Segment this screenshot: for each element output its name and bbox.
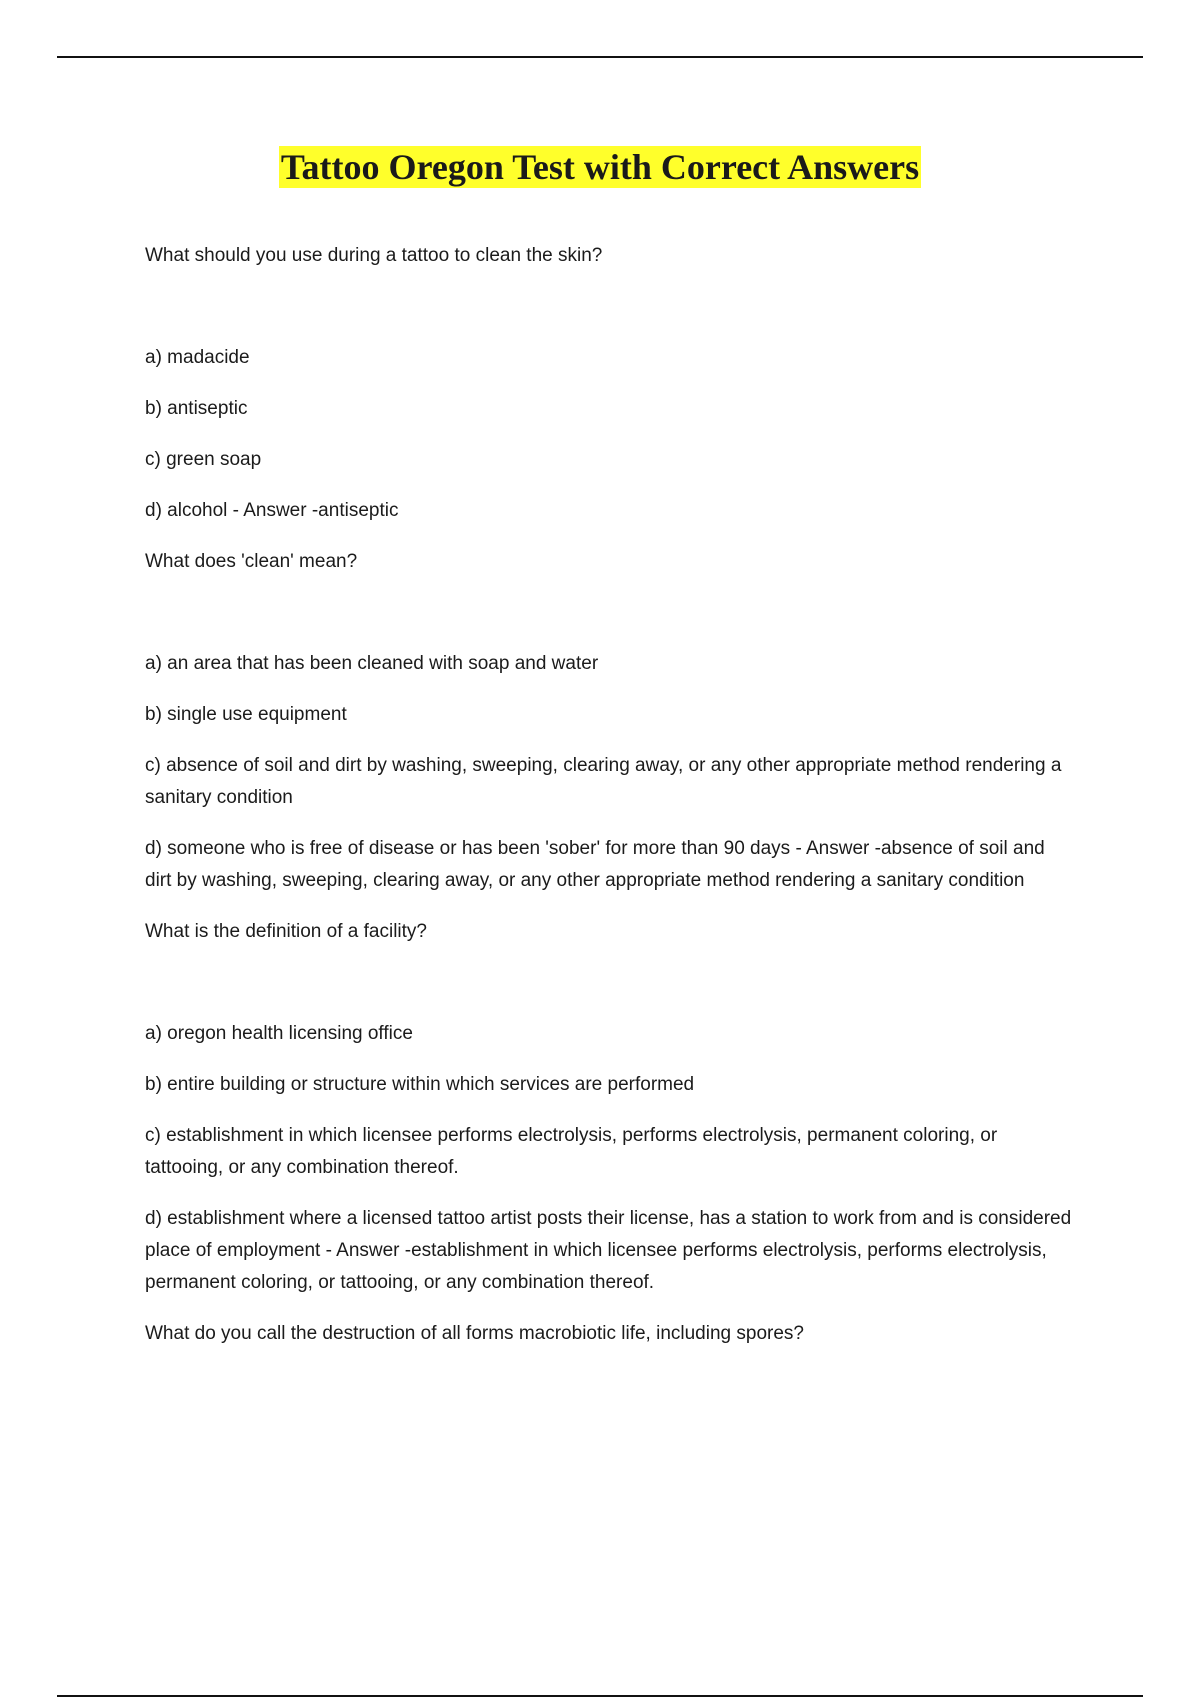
q1-option-b: b) antiseptic (145, 398, 248, 419)
q2-option-b: b) single use equipment (145, 704, 347, 725)
q1-option-a: a) madacide (145, 347, 250, 368)
question-1: What should you use during a tattoo to clean the skin? (145, 245, 603, 266)
question-2: What does 'clean' mean? (145, 551, 358, 572)
document-title: Tattoo Oregon Test with Correct Answers (280, 147, 920, 187)
bottom-rule (57, 1695, 1143, 1697)
q1-option-c: c) green soap (145, 449, 262, 470)
q2-option-c: c) absence of soil and dirt by washing, sweeping, clearing away, or any other appropriate method rendering a sanitary condition (145, 755, 1062, 808)
q3-option-b: b) entire building or structure within which services are performed (145, 1074, 695, 1095)
top-rule (57, 56, 1143, 58)
q3-option-c: c) establishment in which licensee performs electrolysis, performs electrolysis, permanent coloring, or tattooing, or any combination thereof. (145, 1125, 998, 1178)
question-3: What is the definition of a facility? (145, 921, 427, 942)
title-container (0, 146, 1200, 188)
question-4: What do you call the destruction of all forms macrobiotic life, including spores? (145, 1323, 804, 1344)
q2-option-d-answer: d) someone who is free of disease or has been 'sober' for more than 90 days - Answer -absence of soil and dirt by washing, sweeping, clearing away, or any other appropriate method rendering a sanitary condition (145, 838, 1045, 891)
q3-option-d-answer: d) establishment where a licensed tattoo artist posts their license, has a station to work from and is considered place of employment - Answer -establishment in which licensee performs electrolysis, performs electrolysis, permanent coloring, or tattooing, or any combination thereof. (145, 1208, 1072, 1293)
q3-option-a: a) oregon health licensing office (145, 1023, 413, 1044)
q2-option-a: a) an area that has been cleaned with soap and water (145, 653, 599, 674)
document-body (145, 240, 1075, 1350)
q1-option-d-answer: d) alcohol - Answer -antiseptic (145, 500, 399, 521)
